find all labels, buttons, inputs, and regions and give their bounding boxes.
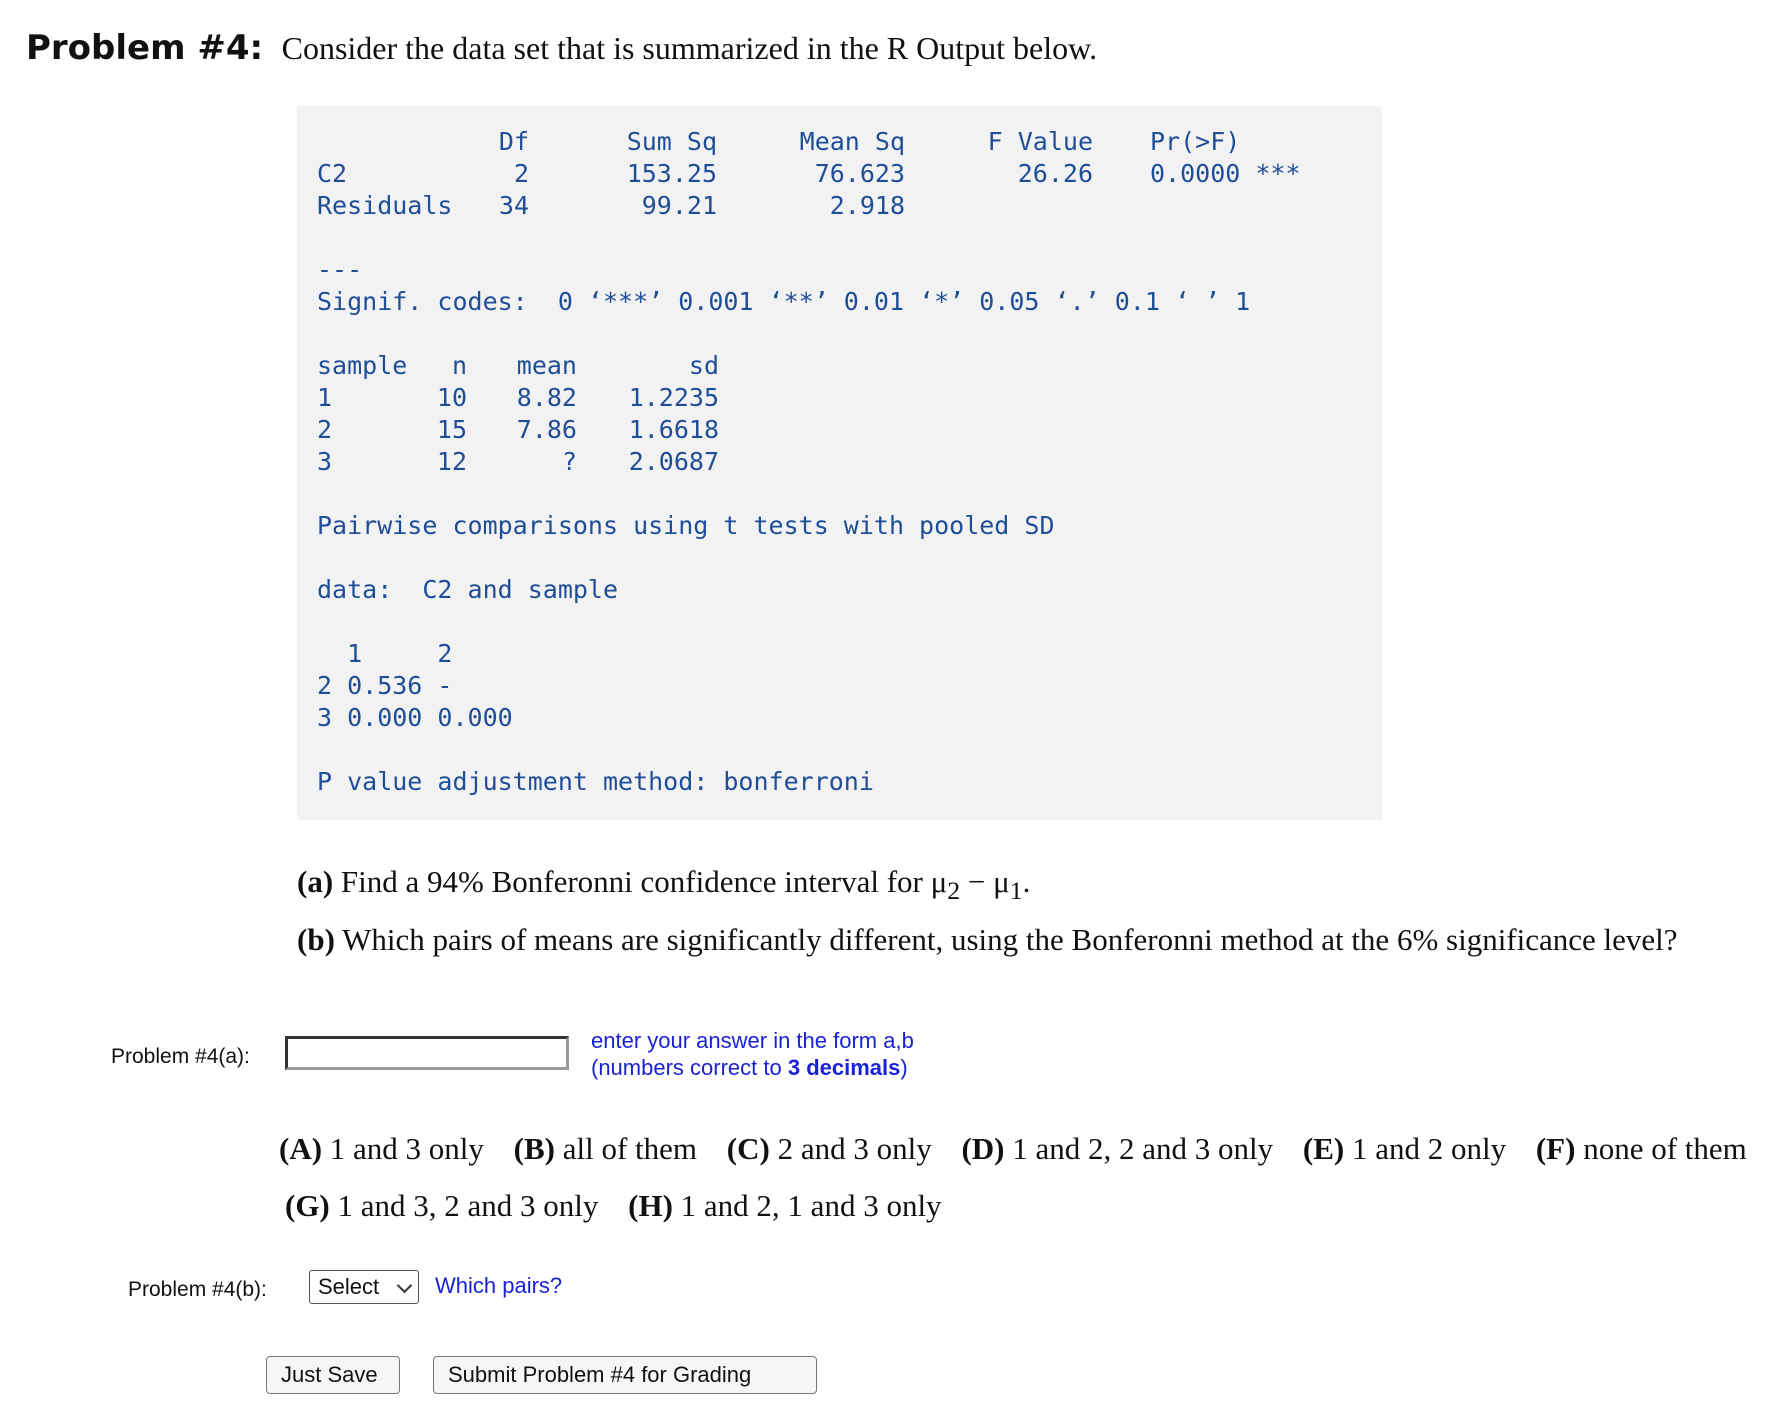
answer-a-input[interactable]: [285, 1036, 569, 1070]
choices-row-1: [279, 1131, 1747, 1167]
anova-header-df: Df: [498, 127, 529, 156]
pairwise-matrix-row: 1 2: [317, 639, 453, 668]
question-a-end: .: [1022, 864, 1031, 899]
anova-row-df: 34: [498, 191, 529, 220]
p-adjustment-method: P value adjustment method: bonferroni: [317, 767, 874, 796]
summary-mean: 7.86: [516, 415, 577, 444]
choices-row-2: [285, 1188, 964, 1224]
pairwise-matrix-row: 2 0.536 -: [317, 671, 453, 700]
question-a-sub2: 2: [947, 876, 961, 906]
summary-sd: 2.0687: [628, 447, 719, 476]
choice-f: (F) none of them: [1535, 1131, 1747, 1166]
question-a-sub1: 1: [1009, 876, 1023, 906]
summary-n: 12: [436, 447, 467, 476]
anova-row-sumsq: 99.21: [641, 191, 717, 220]
hint-line-2: (numbers correct to 3 decimals): [591, 1055, 908, 1080]
summary-header-sd: sd: [688, 351, 719, 380]
anova-row-pr: 0.0000 ***: [1150, 159, 1301, 188]
hint-line-1: enter your answer in the form a,b: [591, 1028, 914, 1053]
choice-a: (A) 1 and 3 only: [279, 1131, 484, 1166]
problem-label: Problem #4:: [26, 28, 264, 68]
choice-g: (G) 1 and 3, 2 and 3 only: [285, 1188, 599, 1223]
summary-n: 10: [436, 383, 467, 412]
choice-e: (E) 1 and 2 only: [1302, 1131, 1507, 1166]
anova-header-sumsq: Sum Sq: [626, 127, 717, 156]
anova-row-df: 2: [513, 159, 529, 188]
submit-button[interactable]: Submit Problem #4 for Grading: [433, 1356, 817, 1394]
choice-h: (H) 1 and 2, 1 and 3 only: [628, 1188, 942, 1223]
anova-row-sumsq: 153.25: [626, 159, 717, 188]
question-a: [297, 864, 1030, 906]
chevron-down-icon: [397, 1278, 413, 1294]
question-b: [297, 922, 1678, 958]
choice-d: (D) 1 and 2, 2 and 3 only: [961, 1131, 1274, 1166]
just-save-button[interactable]: Just Save: [266, 1356, 400, 1394]
question-a-text: Find a 94% Bonferonni confidence interval for μ: [340, 864, 948, 899]
question-a-label: (a): [297, 864, 334, 899]
anova-row-meansq: 76.623: [814, 159, 905, 188]
anova-row-fvalue: 26.26: [1017, 159, 1093, 188]
anova-row-name: C2: [317, 159, 348, 188]
summary-mean: 8.82: [516, 383, 577, 412]
summary-sample: 3: [317, 447, 333, 476]
question-b-text: Which pairs of means are significantly different, using the Bonferonni method at the 6% significance level?: [342, 922, 1678, 957]
summary-header-mean: mean: [516, 351, 577, 380]
choice-c: (C) 2 and 3 only: [726, 1131, 932, 1166]
answer-a-label: Problem #4(a):: [111, 1045, 250, 1068]
answer-a-hint: [591, 1027, 914, 1081]
pairwise-title: Pairwise comparisons using t tests with pooled SD: [317, 511, 1055, 540]
choice-b: (B) all of them: [513, 1131, 698, 1166]
select-value: Select: [318, 1274, 380, 1299]
anova-row-meansq: 2.918: [829, 191, 905, 220]
separator: ---: [317, 255, 363, 284]
summary-sd: 1.6618: [628, 415, 719, 444]
which-pairs-label: Which pairs?: [435, 1273, 563, 1298]
summary-sample: 2: [317, 415, 333, 444]
anova-row-name: Residuals: [317, 191, 453, 220]
problem-description: Consider the data set that is summarized in the R Output below.: [281, 30, 1098, 66]
answer-b-select[interactable]: [309, 1270, 419, 1304]
summary-n: 15: [436, 415, 467, 444]
summary-header-sample: sample: [317, 351, 408, 380]
summary-mean: ?: [561, 447, 577, 476]
problem-title: [26, 28, 1097, 68]
r-output-box: [297, 106, 1382, 820]
question-a-minus: − μ: [960, 864, 1010, 899]
summary-header-n: n: [451, 351, 467, 380]
summary-sample: 1: [317, 383, 333, 412]
answer-b-label: Problem #4(b):: [128, 1278, 267, 1301]
anova-header-fvalue: F Value: [987, 127, 1093, 156]
pairwise-matrix-row: 3 0.000 0.000: [317, 703, 513, 732]
signif-codes: Signif. codes: 0 ‘***’ 0.001 ‘**’ 0.01 ‘*’ 0.05 ‘.’ 0.1 ‘ ’ 1: [317, 287, 1251, 316]
anova-header-meansq: Mean Sq: [799, 127, 905, 156]
anova-header-pr: Pr(>F): [1150, 127, 1241, 156]
question-b-label: (b): [297, 922, 335, 957]
pairwise-data-line: data: C2 and sample: [317, 575, 619, 604]
summary-sd: 1.2235: [628, 383, 719, 412]
